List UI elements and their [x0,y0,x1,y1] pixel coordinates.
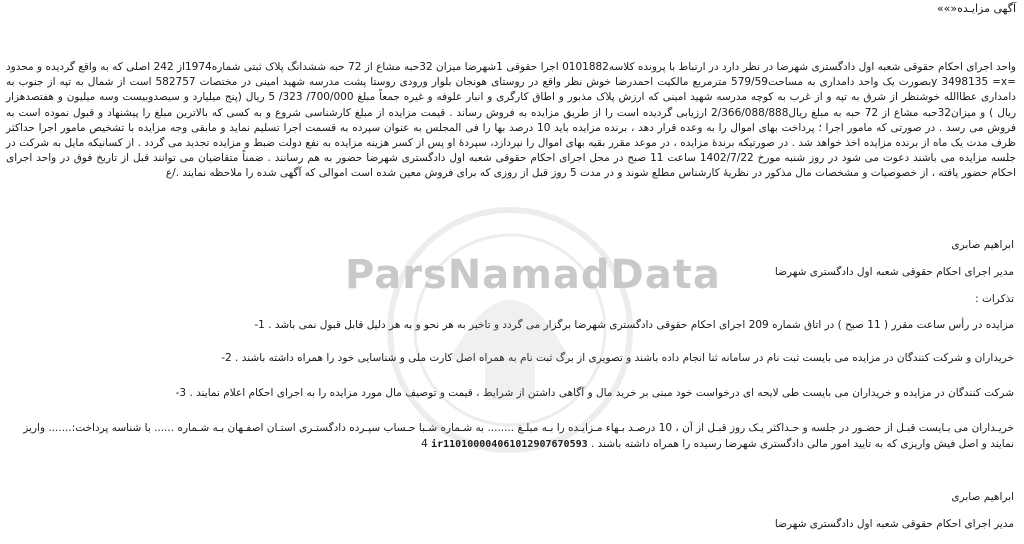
signatory-role: مدیر اجرای احکام حقوقی شعبه اول دادگستری شهرضا [774,518,1014,530]
watermark-text: ParsNamadData [345,252,721,298]
note-text: شرکت کنندگان در مزایده و خریداران می بایست طی لایحه ای درخواست خود مبنی بر خرید مال و آگاهی داشتن از شرایط ، قیمت و توصیف مال مورد مزایده را به اجرای احکام اعلام نمایند . [189,387,1014,399]
note-text: خریداران و شرکت کنندگان در مزایده می بایست ثبت نام در سامانه ثنا انجام داده باشند و تصویری از برگ ثبت نام به همراه اصل کارت ملی و شناسایی خود را همراه داشته باشند . [235,352,1014,364]
note-number: 4 [421,438,428,450]
note-item [6,319,1014,331]
note-item [6,387,1014,399]
notice-body-paragraph: واحد اجرای احکام حقوقی شعبه اول دادگستری شهرضا در نظر دارد در ارتباط با پرونده کلاسه0101882 اجرا حقوقی 1شهرضا میزان 32حبه مشاع از 72 حبه ششدانگ پلاک ثبتی شماره1974از 242 اصلی که به واقع گردیده و محدود =y 3498135 =xبصورت یک واحد دامداری به مساحت579/59 مترمربع مالکیت احمدرضا خوش نظر واقع در روستای هونجان بلوار ورودی روستا پشت مدرسه شهید امینی در مختصات 582757 است از شمال به تپه از جنوب به دامداری عطاالله خوشنظر از شرق به تپه و از غرب به کوچه مدرسه شهید امینی که ارزش پلاک مذبور و اطاق کارگری و انبار علوفه و غیره جمعاً مبلغ 700/000/ 323/ 5 ریال (پنج میلیارد و سیصدوبیست وسه میلیون و هفتصدهزار ریال ) و میزان32حبه مشاع از 72 حبه به مبلغ ریال2/366/088/888 ارزیابی گردیده است را از طریق مزایده به فروش رساند . قیمت مزایده از مبلغ کارشناسی شروع و به کسی که بالاترین مبلغ را پیشنهاد و قبول نموده است به فروش می رسد . در صورتی که مامور اجرا ؛ پرداخت بهای اموال را به وعده قرار دهد ، برنده مزایده باید 10 درصد بها را فی المجلس به عنوان سپرده به قسمت اجرا تسلیم نماید و مابقی وجه مزایده با تشخیص مامور اجرا حداکثر ظرف مدت یک ماه از برنده مزایده اخذ خواهد شد . در صورتیکه برندۀ مزایده ، در موعد مقرر بقیه بهای اموال را نپردازد، سپردۀ او پس از کسر هزینه مزایده به نفع دولت ضبط و مزایده تجدید می گردد . از کسانیکه مایل به شرکت در جلسه مزایده می باشند دعوت می شود در روز شنبه مورخ 1402/7/22 ساعت 11 صبح در محل اجرای احکام حقوقی شعبه اول دادگستری شهرضا حضور به هم رسانند . ضمناً متقاضیان می توانند قبل از تاریخ فوق در واحد اجرای احکام حضور یافته ، از خصوصیات و مشخصات مال مذکور در نظریۀ کارشناس مطلع شوند و در مدت 5 روز قبل از روزی که برای فروش معین شده است اموالی که آگهی شده را ملاحظه نمایند ./ع [6,61,1017,180]
note-number: 1- [254,319,265,331]
signatory-role: مدیر اجرای احکام حقوقی شعبه اول دادگستری شهرضا [774,266,1014,278]
note-number: 3- [175,387,187,399]
note-text: مزایده در رأس ساعت مقرر ( 11 صبح ) در اتاق شماره 209 اجرای احکام حقوقی دادگستری شهرضا برگزار می گردد و تاخیر به هر نحو و به هر دلیل قابل قبول نمی باشد . [268,319,1014,331]
note-text: خریـداران می بـایست قبـل از حضـور در جلسه و حـداکثر یـک روز قبـل از آن ، 10 درصـد بـهاء مـزایـده را بـه مبلـغ ........ به شـماره شـبا حـساب سپـرده دادگستـری استـان اصفـهان بـه شـماره ...... با شناسه پرداخت:....... واریز نمایند و اصل فیش واریزی که به تایید امور مالی دادگستری شهرضا رسیده را همراه داشته باشند . [23,422,1014,450]
signatory-name: ابراهیم صابری [951,239,1014,251]
iban-number: ir110100004061012907670593 [431,439,588,450]
note-item [6,420,1014,453]
note-number: 2- [221,352,232,364]
notes-heading: تذکرات : [975,293,1014,305]
signatory-name: ابراهیم صابری [951,491,1014,503]
note-item [6,352,1014,364]
notice-title: آگهی مزایـده«»» [936,2,1016,15]
